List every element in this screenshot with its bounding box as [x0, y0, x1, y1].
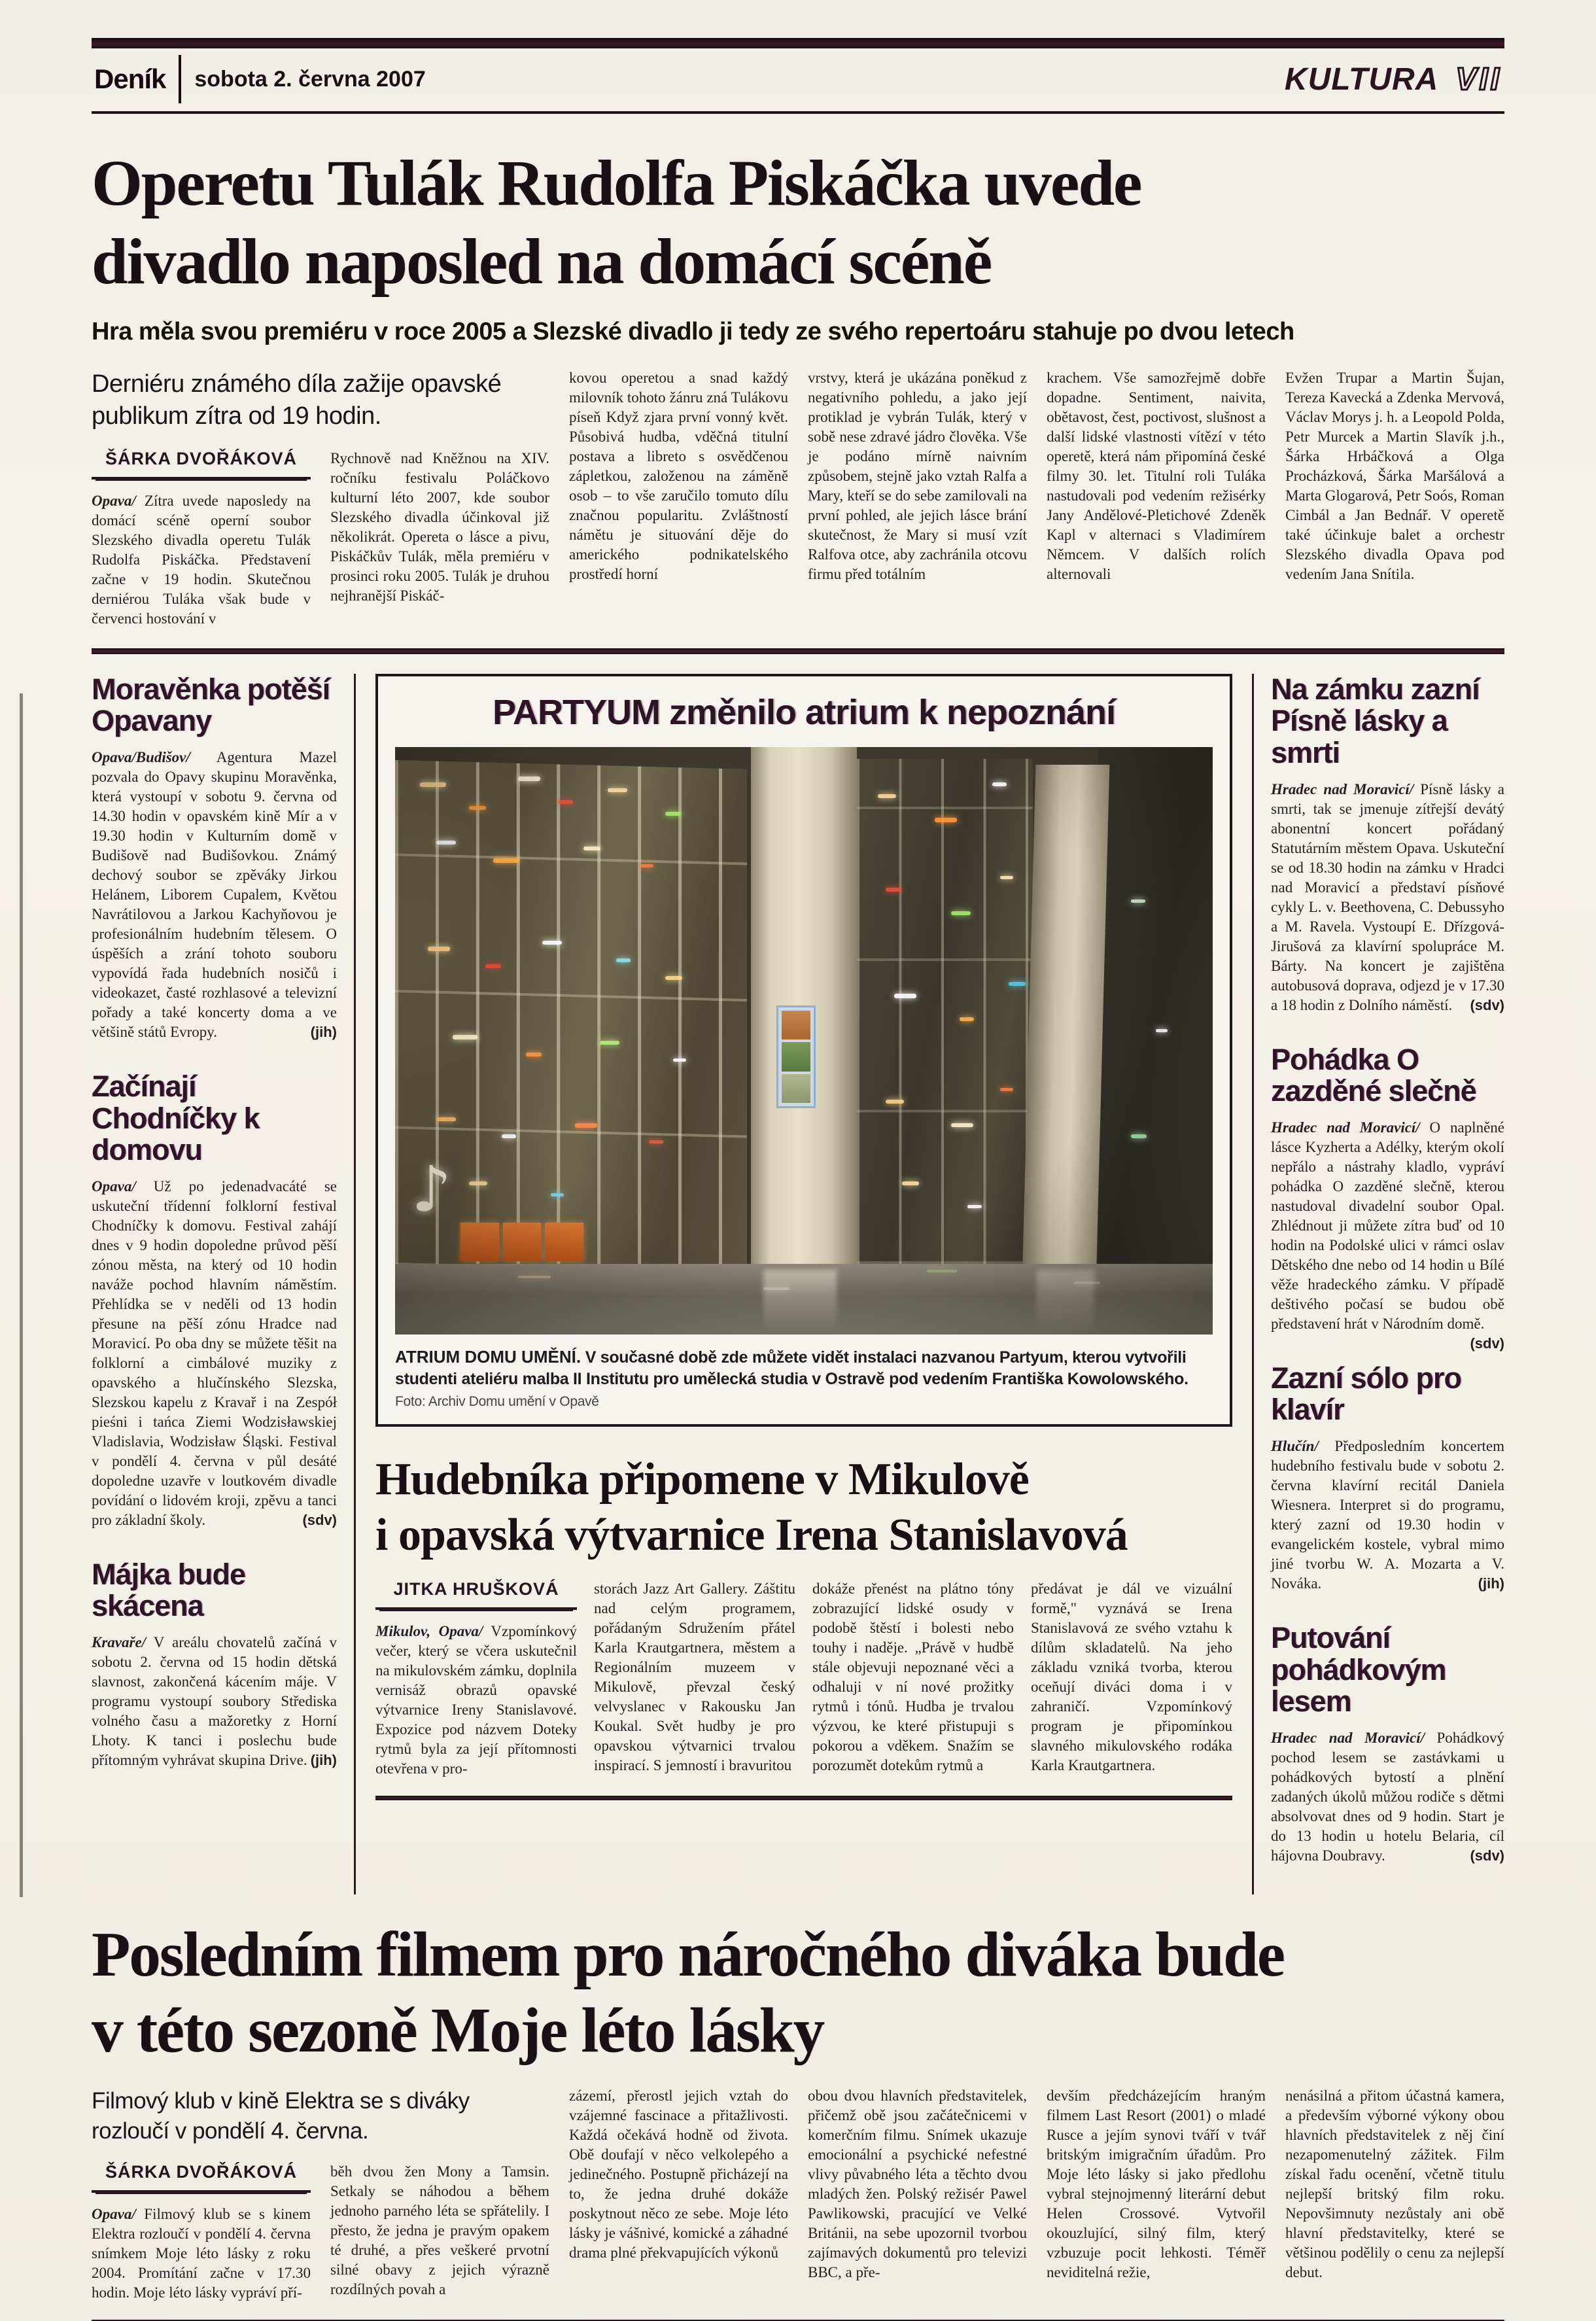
photo-caption — [395, 1346, 1213, 1412]
music-note-glyph — [411, 1158, 510, 1264]
photo-light-streak — [518, 777, 540, 781]
dateline: Mikulov, Opava/ — [375, 1622, 483, 1639]
main-subhead: Hra měla svou premiéru v roce 2005 a Slezské divadlo ji tedy ze svého repertoáru stahuje po dvou letech — [92, 318, 1294, 345]
main-headline-line2: divadlo naposled na domácí scéně — [92, 225, 992, 298]
main-col-5: krachem. Vše samozřejmě dobře dopadne. Sentiment, naivita, obětavost, čest, poctivost, slušnost a další lidské vlastnosti vítězí v této operetě, která nám připomíná české filmy 30. let. Titulní roli Tuláka nastudovali pod vedením režisérky Jany Andělové-Pletichové Zdeněk Kapl v alternaci s Vladimírem Němcem. V dalších rolích alternovali — [1047, 370, 1266, 582]
bottom-lead: Filmový klub v kině Elektra se s diváky rozloučí v pondělí 4. června. — [92, 2087, 470, 2144]
photo-light-streak — [967, 1205, 982, 1208]
page-number: VII — [1455, 61, 1502, 97]
photo-light-streak — [518, 1276, 551, 1278]
photo-light-streak — [485, 964, 501, 968]
photo-light-streak — [428, 947, 450, 951]
issue-date: sobota 2. června 2007 — [194, 66, 426, 92]
dateline: Hradec nad Moravicí/ — [1271, 1119, 1420, 1136]
photo-floor-reflection — [1037, 1270, 1094, 1335]
bottom-article — [92, 1917, 1504, 2321]
main-article-lead-block — [92, 368, 549, 629]
photo-light-streak — [559, 800, 573, 804]
main-lead: Derniéru známého díla zažije opavské publikum zítra od 19 hodin. — [92, 370, 502, 430]
middle-headline-line1: Hudebníka připomene v Mikulově — [375, 1454, 1029, 1505]
photo-light-streak — [616, 958, 631, 962]
main-col-1 — [92, 449, 311, 629]
photo-light-streak — [551, 1193, 564, 1196]
main-article-columns — [92, 368, 1504, 629]
photo-light-streak — [1131, 899, 1145, 903]
photo-streaks — [395, 747, 1213, 1335]
brief-text — [92, 1633, 337, 1770]
photo-light-streak — [886, 888, 901, 892]
photo-light-streak — [1009, 982, 1026, 986]
photo-light-streak — [665, 976, 682, 980]
bottom-headline-line2: v této sezoně Moje léto lásky — [92, 1995, 824, 2066]
photo-light-streak — [665, 812, 681, 816]
photo-light-streak — [886, 1100, 904, 1104]
photo-credit: Foto: Archiv Domu umění v Opavě — [395, 1393, 599, 1409]
photo-light-streak — [608, 788, 627, 792]
photo-light-streak — [951, 911, 971, 915]
signature: (sdv) — [1470, 996, 1504, 1013]
dateline: Hlučín/ — [1271, 1437, 1319, 1454]
dateline: Opava/ — [92, 1178, 136, 1195]
middle-byline: JITKA HRUŠKOVÁ — [375, 1579, 577, 1610]
photo-picture-panel — [776, 1005, 816, 1108]
photo-light-streak — [878, 794, 896, 798]
photo-light-streak — [542, 941, 562, 945]
bottom-col-1 — [92, 2162, 311, 2303]
signature: (sdv) — [1470, 1847, 1504, 1864]
column-text: Vzpomínkový večer, který se včera uskutečnil na mikulovském zámku, doplnila vernisáž obrazů opavské výtvarnice Ireny Stanislavové. Expozice pod názvem Doteky rytmů byla za její přítomnosti otevřena v pro- — [375, 1622, 577, 1777]
photo-light-streak — [436, 841, 456, 845]
middle-headline — [375, 1452, 1232, 1563]
masthead-right — [1285, 61, 1502, 97]
dateline: Opava/ — [92, 2205, 136, 2222]
brief-text — [1271, 1118, 1504, 1352]
dateline: Opava/Budišov/ — [92, 748, 190, 765]
photo-light-streak — [1000, 1088, 1013, 1091]
brief-title: Na zámku zazní Písně lásky a smrti — [1271, 672, 1480, 769]
brief-chodnicky — [92, 1071, 337, 1530]
photo-light-streak — [763, 1287, 789, 1290]
photo-box — [375, 674, 1232, 1427]
caption-lead-in: ATRIUM DOMU UMĚNÍ. — [395, 1346, 581, 1367]
brief-title: Moravěnka potěší Opavany — [92, 672, 330, 738]
section-label: KULTURA — [1284, 61, 1439, 97]
section-divider-rule — [92, 648, 1504, 654]
photo-light-streak — [436, 1117, 456, 1121]
masthead-top-rule — [92, 38, 1504, 48]
main-col-6: Evžen Trupar a Martin Šujan, Tereza Kavecká a Zdenka Mervová, Václav Morys j. h. a Leopold Polda, Petr Murcek a Martin Slavík j.h., Šárka Hrbáčková a Olga Procházková, Šárka Maršálová a Marta Glogarová, Petr Soós, Roman Cimbál a Jan Bednář. V operetě také účinkuje balet a orchestr Slezského divadla Opava pod vedením Jana Snítila. — [1285, 370, 1504, 582]
brief-body-text: Písně lásky a smrti, tak se jmenuje zítřejší devátý abonentní koncert pořádaný Statutárním městem Opava. Uskuteční se od 18.30 hodin na zámku v Hradci nad Moravicí a představí písňové cykly L. v. Beethovena, C. Debussyho a M. Ravela. Vystoupí E. Dřízgová-Jirušová za klavírní spolupráce M. Bárty. Na koncert je zajištěna autobusová doprava, odjezd je v 17.30 a 18 hodin z Dolního náměstí. — [1271, 780, 1505, 1013]
photo-light-streak — [902, 1181, 919, 1185]
photo-small-picture — [782, 1042, 810, 1071]
photo-light-streak — [420, 782, 446, 787]
photo-light-streak — [640, 864, 653, 867]
middle-article-columns — [375, 1579, 1232, 1779]
photo-glass-wall-left — [395, 760, 747, 1274]
bottom-article-columns — [92, 2086, 1504, 2303]
photo-light-streak — [493, 858, 519, 863]
article-text — [92, 491, 311, 629]
right-sidebar — [1252, 674, 1504, 1894]
bottom-col-4: obou dvou hlavních představitelek, přičemž obě jsou začátečnicemi v komerčním filmu. Snímek ukazuje emocionální a psychické nefestné vlivy půvabného léta a těchto dvou mladých žen. Polský režisér Pawel Pawlikowski, pracující ve Velké Británii, na sebe upozornil tvorbou zajímavých dokumentů pro televizi BBC, a pře- — [808, 2087, 1027, 2280]
bottom-subcolumns — [92, 2162, 549, 2303]
middle-col-2: storách Jazz Art Gallery. Záštitu nad celým programem, pořádaným Sdružením přátel Karla Krautgartnera, městem a Regionálním muzeem v Mikulově, převzal český velvyslanec v Rakousku Jan Koukal. Svět hudby je pro opavskou výtvarnici trvalou inspirací. S jemností i bravuritou — [594, 1580, 795, 1773]
dateline: Kravaře/ — [92, 1633, 147, 1650]
brief-body-text: O naplněné lásce Kyzherta a Adélky, kterým okolí nepřálo a nástrahy kladlo, vypráví pohádka O zazděné slečně, kterou nastudoval divadelní soubor Opal. Zhlédnout ji můžete zítra buď od 10 hodin na Podolské ulici v rámci oslav Dětského dne nebo od 14 hodin u Bílé věže hradeckého zámku. V případě deštivého počasí se budou obě představení hrát v Národním domě. — [1271, 1119, 1504, 1332]
photo-light-streak — [960, 1017, 974, 1021]
bottom-byline: ŠÁRKA DVOŘÁKOVÁ — [92, 2162, 311, 2193]
masthead-divider — [179, 55, 181, 103]
photo-light-streak — [673, 1058, 686, 1062]
paper-logo: Deník — [94, 63, 166, 94]
signature: (sdv) — [1470, 1335, 1504, 1352]
signature: (jih) — [1478, 1575, 1504, 1592]
bottom-col-5: devším předcházejícím hraným filmem Last Resort (2001) o mladé Rusce a jejím synovi tváří v tvář britským imigračním úřadům. Pro Moje léto lásky si jako předlohu vybral stejnojmenný literární debut Helen Crossové. Vytvořil okouzlující, silný film, který vzbuzuje pocit lehkosti. Téměř neviditelná režie, — [1047, 2087, 1266, 2280]
brief-putovani — [1271, 1622, 1504, 1866]
left-sidebar — [92, 674, 356, 1894]
photo-light-streak — [575, 1123, 597, 1128]
brief-text — [1271, 1437, 1504, 1594]
brief-text — [92, 748, 337, 1042]
masthead — [92, 48, 1504, 114]
brief-body-text: V areálu chovatelů začíná v sobotu 2. června od 15 hodin dětská slavnost, zakončená kácením máje. V programu vystoupí soubory Střediska volného času a mažoretky z Horní Lhoty. K tanci i poslechu bude přítomným vyhrávat skupina Drive. — [92, 1633, 337, 1768]
photo-column-right — [1022, 765, 1109, 1282]
brief-body-text: Už po jedenadvacáté se uskuteční třídenní folklorní festival Chodníčky k domovu. Festival zahájí dnes v 9 hodin dopoledne průvod pěší zónou města, na který od 10 hodin naváže pochod hlavním náměstím. Přehlídka se v neděli od 13 hodin přesune na pěší zónu Hradce nad Moravicí. Po oba dny se můžete těšit na folklorní a cimbálové muziky z opavského a hlučínského Slezska, Slezskou kapelu z Kravař i na Zespół pieśni i tańca Ziemi Wodzisławskiej Vladislavia, Wodzisław Śląski. Festival v pondělí 4. června v půl desáté dopoledne uzavře v loutkovém divadle povídání o lidovém kroji, zpěvu a tanci pro základní školy. — [92, 1178, 337, 1528]
photo-light-streak — [600, 1041, 619, 1045]
photo-light-streak — [649, 1140, 663, 1143]
photo-light-streak — [453, 1035, 477, 1039]
brief-body-text: Předposledním koncertem hudebního festivalu bude v sobotu 2. června klavírní recitál Daniela Wiesnera. Interpret si do programu, který zazní od 19.30 hodin v evangelickém kostele, vybral mimo jiné tvorbu W. A. Mozarta a V. Nováka. — [1271, 1437, 1504, 1592]
brief-title: Májka bude skácena — [92, 1557, 246, 1623]
signature: (sdv) — [302, 1511, 337, 1528]
brief-body-text: Pohádkový pochod lesem se zastávkami u pohádkových bytostí a plnění zadaných úkolů můžou rodiče s dětmi absolvovat dnes od 9 hodin. Start je do 13 hodin u hotelu Belaria, cíl hájovna Doubravy. — [1271, 1729, 1504, 1864]
signature: (jih) — [310, 1023, 337, 1040]
caption-text: V současné době zde můžete vidět instalaci nazvanou Partyum, kterou vytvořili studenti ateliéru malba II Institutu pro umělecká studia v Ostravě pod vedením Františka Kowolowského. — [395, 1348, 1188, 1388]
dateline: Hradec nad Moravicí/ — [1271, 1729, 1425, 1746]
dateline: Hradec nad Moravicí/ — [1271, 780, 1414, 797]
brief-title: Zazní sólo pro klavír — [1271, 1361, 1462, 1427]
photo-floor — [395, 1264, 1213, 1335]
brief-majka — [92, 1559, 337, 1770]
photo-floor-reflection — [763, 1270, 837, 1335]
photo-small-picture — [782, 1011, 810, 1039]
middle-article-end-rule — [375, 1796, 1232, 1800]
brief-title: Začínají Chodníčky k domovu — [92, 1069, 260, 1167]
middle-col-1 — [375, 1579, 577, 1779]
photo-title: PARTYUM změnilo atrium k nepoznání — [492, 692, 1116, 732]
main-col-4: vrstvy, která je ukázána poněkud z negativního pohledu, a jako její protiklad je vybrán Tulák, který v sobě nese zdravé jádro člověka. Vše je podáno mírně naivním způsobem, stejně jako vztah Ralfa a Mary, kteří se do sebe zamilovali na první pohled, ale jejich lásce brání skutečnost, že Mary si musí vzít Ralfova otce, aby zachránila otcovu firmu před totálním — [808, 370, 1027, 582]
dateline: Opava/ — [92, 492, 136, 509]
brief-body-text: Agentura Mazel pozvala do Opavy skupinu Moravěnka, která vystoupí v sobotu 9. června od 14.30 hodin v opavském kině Mír a v 19.30 hodin v Kulturním domě v Budišově nad Budišovkou. Známý dechový soubor se zpěváky Jirkou Helánem, Liborem Cupalem, Květou Navrátilovou a Jarkou Kachyňovou je profesionálním hudebním tělesem. O úspěších a zrání tohoto souboru vypovídá řada hudebních nosičů i videokazet, časté rozhlasové a televizní pořady a také koncerty doma a ve většině států Evropy. — [92, 748, 337, 1040]
photo-light-streak — [927, 1270, 957, 1272]
photo-light-streak — [526, 1053, 542, 1056]
photo-light-streak — [583, 846, 600, 850]
brief-pohadka — [1271, 1042, 1504, 1352]
bottom-headline — [92, 1917, 1504, 2069]
bottom-col-2: běh dvou žen Mony a Tamsin. Setkaly se náhodou a během jednoho parného léta se spřátelily. I přesto, že jedna je pravým opakem té druhé, a přes veškeré prvotní silné obavy z jejich výrazně rozdílných povah a — [330, 2163, 549, 2297]
brief-title: Putování pohádkovým lesem — [1271, 1620, 1446, 1719]
main-subcolumns — [92, 449, 549, 629]
bottom-col-6: nenásilná a přitom účastná kamera, a především výborné výkony obou hlavních představitelek z něj činí nezapomenutelný zážitek. Film získal řadu ocenění, včetně titulu nejlepší britský film roku. Nepovšimnuty nezůstaly ani obě hlavní představitelky, které se většinou podělily o cenu za nejlepší debut. — [1285, 2087, 1504, 2280]
middle-col-3: dokáže přenést na plátno tóny zobrazující lidské osudy v podobě štěstí i bolesti nebo touhy i naděje. „Právě v hudbě stále objevuji nepoznané věci a odhaluji v ní nové prožitky rytmů i tónů. Hudba je trvalou výzvou, ke které přistupuji s pokorou a vděkem. Snažím se porozumět dotekům rytmů a — [812, 1580, 1014, 1773]
column-text: Zítra uvede naposledy na domácí scéně operní soubor Slezského divadla operetu Tulák Rudolfa Piskáčka. Představení začne v 19 hodin. Skutečnou derniérou Tuláka však bude v červenci hostování v — [92, 492, 311, 627]
brief-klavir — [1271, 1363, 1504, 1594]
brief-text — [92, 1177, 337, 1530]
brief-text — [1271, 1728, 1504, 1866]
photo-atrium — [395, 747, 1213, 1335]
middle-headline-line2: i opavská výtvarnice Irena Stanislavová — [375, 1510, 1128, 1561]
photo-light-streak — [992, 782, 1007, 786]
photo-light-streak — [1156, 1029, 1168, 1032]
main-byline: ŠÁRKA DVOŘÁKOVÁ — [92, 449, 311, 480]
brief-pisne-lasky — [1271, 674, 1504, 1015]
photo-light-streak — [1074, 1282, 1100, 1284]
column-text: Filmový klub se s kinem Elektra rozloučí v pondělí 4. června snímkem Moje léto lásky z roku 2004. Promítání začne v 17.30 hodin. Moje léto lásky vypráví pří- — [92, 2205, 311, 2301]
main-headline-line1: Operetu Tulák Rudolfa Piskáčka uvede — [92, 147, 1141, 219]
photo-light-streak — [1000, 876, 1013, 879]
photo-light-streak — [502, 1134, 516, 1138]
brief-text — [1271, 780, 1504, 1015]
photo-light-streak — [469, 806, 486, 810]
photo-glass-wall-right — [857, 759, 1033, 1264]
photo-light-streak — [1131, 1134, 1147, 1138]
center-column — [356, 674, 1252, 1894]
brief-title: Pohádka O zazděné slečně — [1271, 1042, 1476, 1108]
article-text — [92, 2205, 311, 2303]
signature: (jih) — [310, 1751, 337, 1768]
photo-light-streak — [951, 1123, 973, 1127]
masthead-left — [94, 55, 426, 103]
middle-col-4: předávat je dál ve vizuální formě," vyznává se Irena Stanislavová ze svého vztahu k dílům skladatelů. Na jeho základu vzniká tvorba, kterou oceňují diváci doma i v zahraničí. Vzpomínkový program je připomínkou slavného mikulovského rodáka Karla Krautgartnera. — [1031, 1580, 1232, 1773]
bottom-lead-block — [92, 2086, 549, 2303]
photo-glass-wall-far-right — [1098, 747, 1213, 1276]
photo-light-streak — [469, 1181, 487, 1185]
main-col-2: Rychnově nad Kněžnou na XIV. ročníku festivalu Poláčkovo kulturní léto 2007, kde soubor Slezského divadla účinkoval již několikrát. Opereta o lásce a pivu, Piskáčkův Tulák, měla premiéru v prosinci roku 2005. Tulák je druhou nejhranější Piskáč- — [330, 449, 549, 604]
photo-ceiling — [395, 747, 1213, 777]
main-headline — [92, 144, 1504, 301]
photo-light-streak — [894, 994, 916, 998]
photo-column-center — [751, 747, 858, 1293]
brief-moravenka — [92, 674, 337, 1042]
article-text — [375, 1622, 577, 1779]
photo-small-picture — [782, 1074, 810, 1103]
bottom-headline-line1: Posledním filmem pro náročného diváka bude — [92, 1919, 1284, 1989]
main-col-3: kovou operetou a snad každý milovník tohoto žánru zná Tulákovu píseň Když zjara první vonný květ. Působivá hudba, vděčná titulní postava a libreto s osvědčenou zápletkou, založenou na záměně osob – to vše zaručilo tomuto dílu značnou popularitu. Zvláštností námětu je situování děje do amerického podnikatelského prostředí horní — [569, 370, 788, 582]
scan-edge-artifact — [20, 693, 23, 1897]
middle-zone — [92, 674, 1504, 1894]
bottom-col-3: zázemí, přerostl jejich vztah do vzájemné fascinace a přitažlivosti. Každá očekává hodně od života. Obě doufají v něco velkolepého a jedinečného. Postupně přicházejí na to, že jedna druhé dokáže poskytnout něco ze sebe. Moje léto lásky je vášnivé, komické a záhadné drama plné překvapujících výkonů — [569, 2087, 788, 2261]
photo-light-streak — [935, 818, 957, 822]
photo-posters — [460, 1223, 583, 1261]
